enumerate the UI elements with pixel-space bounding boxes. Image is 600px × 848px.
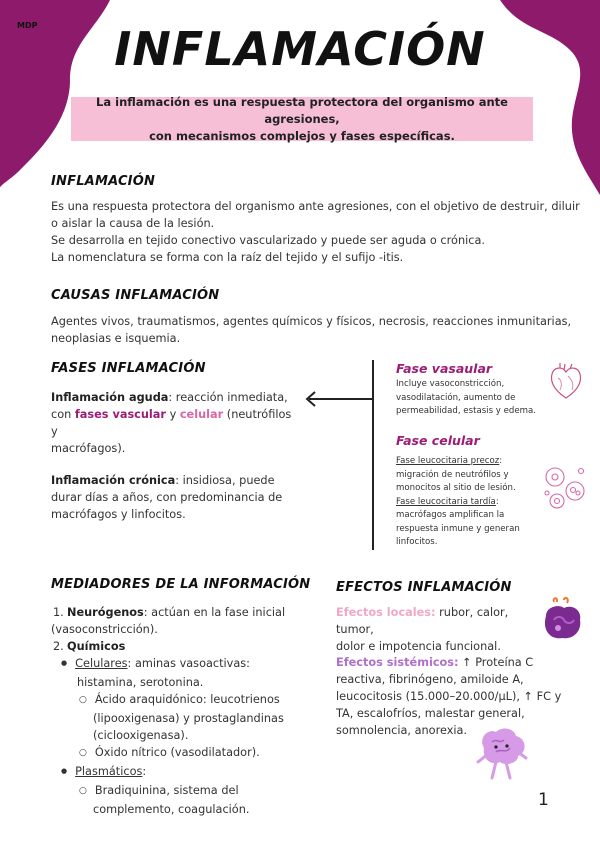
acido-l3: (ciclooxigenasa). bbox=[93, 729, 189, 742]
list-item bbox=[51, 782, 321, 801]
precoz-l1: migración de neutrófilos y bbox=[396, 469, 509, 480]
locales-t2: dolor e impotencia funcional. bbox=[336, 640, 501, 653]
acido-l1: Ácido araquidónico: leucotrienos bbox=[94, 693, 280, 706]
efectos-sistemicos-text bbox=[336, 654, 571, 739]
intro-line-1: La inflamación es una respuesta protectora del organismo ante agresiones, bbox=[96, 94, 508, 126]
cronica-term: Inflamación crónica bbox=[51, 474, 176, 487]
brain-character-icon bbox=[474, 724, 530, 786]
inflamacion-line-2: o aislar la causa de la lesión. bbox=[51, 217, 215, 230]
precoz-colon: : bbox=[499, 456, 503, 466]
aguda-t1: : reacción inmediata, bbox=[168, 391, 288, 404]
bradi-l1: Bradiquinina, sistema del bbox=[94, 784, 239, 797]
vertical-divider bbox=[372, 360, 374, 550]
tardia-colon: : bbox=[495, 496, 499, 507]
aguda-fase-vascular: fases vascular bbox=[74, 408, 166, 421]
quimicos-term: Químicos bbox=[67, 640, 126, 653]
intro-box bbox=[71, 94, 533, 143]
precoz-label: Fase leucocitaria precoz bbox=[396, 456, 500, 466]
sis-t2: reactiva, fibrinógeno, amiloide A, bbox=[336, 673, 524, 686]
neuro-t2: (vasoconstricción). bbox=[51, 623, 158, 636]
list-item bbox=[51, 763, 321, 782]
precoz-l2: monocitos al sitio de lesión. bbox=[396, 483, 516, 493]
celulares-t2: histamina, serotonina. bbox=[77, 676, 204, 689]
aguda-y: y bbox=[165, 408, 180, 421]
sistemicos-label: Efectos sistémicos: bbox=[336, 656, 459, 669]
author-tag: MDP bbox=[17, 21, 38, 30]
celulares-t1: : aminas vasoactivas: bbox=[127, 657, 250, 670]
efectos-locales-text bbox=[336, 604, 546, 655]
sis-t5: somnolencia, anorexia. bbox=[336, 724, 468, 737]
mediadores-list bbox=[51, 604, 321, 818]
heading-mediadores: MEDIADORES DE LA INFORMACIÓN bbox=[51, 577, 311, 592]
heading-fases: FASES INFLAMACIÓN bbox=[51, 361, 206, 376]
list-number: 2. bbox=[53, 640, 64, 653]
sis-t4: TA, escalofríos, malestar general, bbox=[336, 707, 525, 720]
heading-efectos: EFECTOS INFLAMACIÓN bbox=[336, 580, 512, 595]
vascular-l3: permeabilidad, estasis y edema. bbox=[396, 406, 536, 416]
cells-icon bbox=[543, 463, 589, 513]
list-item bbox=[51, 691, 321, 710]
neuro-t1: : actúan en la fase inicial bbox=[143, 606, 286, 619]
arrow-left-icon bbox=[303, 390, 373, 408]
sis-t1: ↑ Proteína C bbox=[458, 656, 534, 669]
list-item bbox=[51, 604, 321, 621]
inflamacion-line-1: Es una respuesta protectora del organismo ante agresiones, con el objetivo de destruir, diluir bbox=[51, 200, 580, 213]
list-item bbox=[51, 638, 321, 655]
heart-icon bbox=[548, 362, 584, 402]
list-item bbox=[51, 655, 321, 674]
fase-vascular-title: Fase vasaular bbox=[396, 361, 493, 376]
tardia-label: Fase leucocitaria tardía bbox=[396, 496, 496, 507]
aguda-text bbox=[51, 389, 301, 457]
inflamed-tissue-icon bbox=[540, 596, 584, 644]
tardia-l1: macrófagos amplifican la bbox=[396, 510, 505, 520]
cronica-t1: : insidiosa, puede bbox=[175, 474, 275, 487]
vascular-l2: vasodilatación, aumento de bbox=[396, 392, 516, 403]
aguda-celular: celular bbox=[179, 408, 224, 421]
list-item bbox=[51, 744, 321, 763]
plasmaticos-colon: : bbox=[142, 765, 147, 778]
celulares-label: Celulares bbox=[75, 657, 128, 670]
cronica-t3: macrófagos y linfocitos. bbox=[51, 508, 186, 521]
aguda-t2: con bbox=[51, 408, 75, 421]
tardia-l2: respuesta inmune y generan bbox=[396, 523, 520, 534]
causas-line-1: Agentes vivos, traumatismos, agentes químicos y físicos, necrosis, reacciones inmunitarias, bbox=[51, 315, 572, 328]
sis-t3: leucocitosis (15.000–20.000/μL), ↑ FC y bbox=[336, 690, 562, 703]
inflamacion-line-4: La nomenclatura se forma con la raíz del tejido y el sufijo -itis. bbox=[51, 251, 404, 264]
oxido-text: Óxido nítrico (vasodilatador). bbox=[94, 746, 260, 759]
intro-line-2: con mecanismos complejos y fases específicas. bbox=[149, 128, 455, 143]
inflamacion-line-3: Se desarrolla en tejido conectivo vascularizado y puede ser aguda o crónica. bbox=[51, 234, 485, 247]
locales-t1: rubor, calor, tumor, bbox=[336, 606, 509, 636]
causas-text bbox=[51, 313, 581, 347]
aguda-t4: macrófagos). bbox=[51, 442, 126, 455]
cronica-text bbox=[51, 472, 301, 523]
fase-celular-title: Fase celular bbox=[396, 433, 480, 448]
inflamacion-text bbox=[51, 198, 581, 266]
aguda-term: Inflamación aguda bbox=[51, 391, 169, 404]
tardia-l3: linfocitos. bbox=[396, 537, 438, 547]
heading-inflamacion: INFLAMACIÓN bbox=[51, 174, 156, 189]
neurogenos-term: Neurógenos bbox=[67, 606, 144, 619]
aguda-t3: (neutrófilos y bbox=[51, 408, 292, 438]
page-number: 1 bbox=[538, 790, 549, 810]
locales-label: Efectos locales: bbox=[336, 606, 436, 619]
bradi-l2: complemento, coagulación. bbox=[93, 803, 250, 816]
acido-l2: (lipooxigenasa) y prostaglandinas bbox=[93, 712, 284, 725]
list-number: 1. bbox=[53, 606, 64, 619]
heading-causas: CAUSAS INFLAMACIÓN bbox=[51, 288, 220, 303]
cronica-t2: durar días a años, con predominancia de bbox=[51, 491, 283, 504]
fase-celular-text bbox=[396, 455, 546, 550]
fase-vascular-text bbox=[396, 378, 556, 419]
plasmaticos-label: Plasmáticos bbox=[75, 765, 143, 778]
page-title: INFLAMACIÓN bbox=[114, 22, 486, 76]
causas-line-2: neoplasias e isquemia. bbox=[51, 332, 181, 345]
vascular-l1: Incluye vasoconstricción, bbox=[396, 379, 505, 389]
